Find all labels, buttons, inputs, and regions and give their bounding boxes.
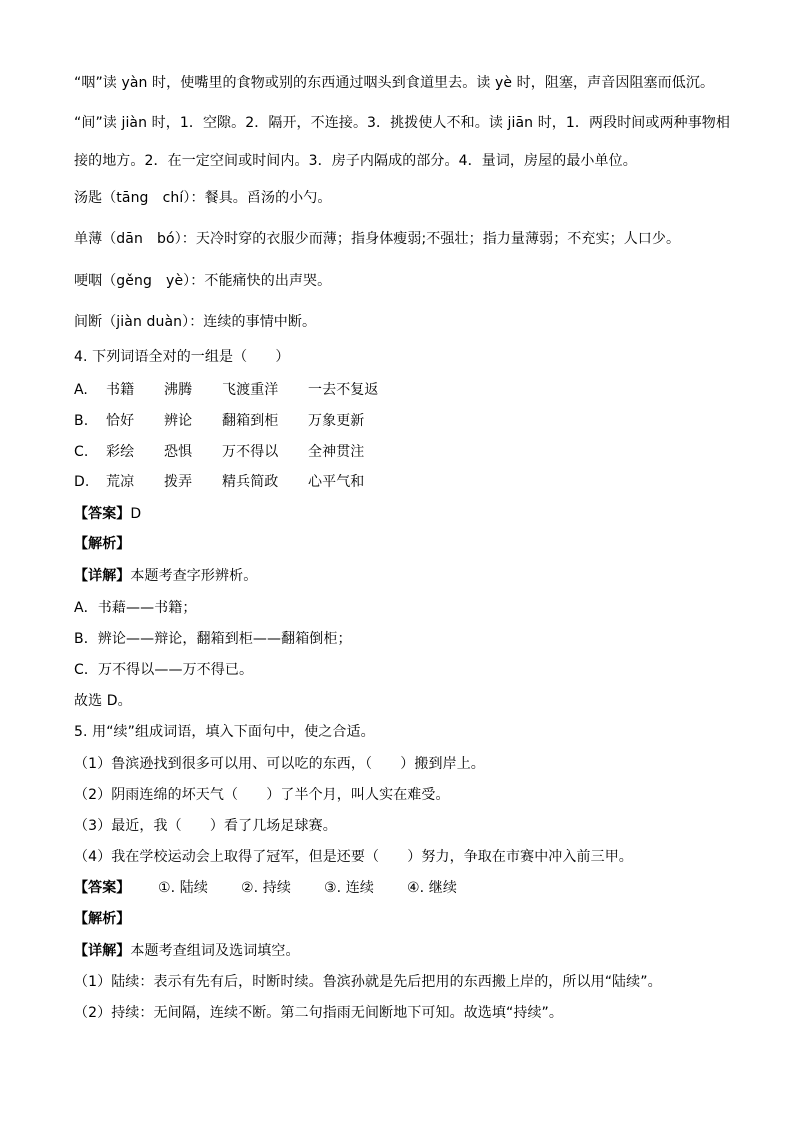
q4-option-b <box>74 412 364 430</box>
option-word: 翻箱到柜 <box>222 413 279 429</box>
q5-stem: 5. 用“续”组成词语，填入下面句中，使之合适。 <box>74 724 375 740</box>
text-line-jian-2: 接的地方。2．在一定空间或时间内。3．房子内隔成的部分。4．量词，房屋的最小单位。 <box>74 153 637 169</box>
answer-tag: 【答案】 <box>74 880 131 896</box>
q4-option-a <box>74 381 379 399</box>
text-line-tangchi: 汤匙（tāng chí）：餐具。舀汤的小勺。 <box>74 190 332 206</box>
option-word: 荒凉 <box>106 474 135 490</box>
q5-sentence: （3）最近，我（ ）看了几场足球赛。 <box>74 818 337 834</box>
q5-sentence: （1）鲁滨逊找到很多可以用、可以吃的东西，（ ）搬到岸上。 <box>74 756 485 772</box>
detail-tag: 【详解】 <box>74 943 131 959</box>
option-label: C. <box>74 444 89 460</box>
q5-sentence: （4）我在学校运动会上取得了冠军，但是还要（ ）努力，争取在市赛中冲入前三甲。 <box>74 849 633 865</box>
q5-sentence: （2）阴雨连绵的坏天气（ ）了半个月，叫人实在难受。 <box>74 787 450 803</box>
option-word: 恐惧 <box>164 444 193 460</box>
q4-note: B．辨论——辩论，翻箱到柜——翻箱倒柜； <box>74 631 352 647</box>
answer-value: D <box>130 506 142 522</box>
answer-item: ③. 连续 <box>324 880 374 896</box>
q4-detail <box>74 567 257 585</box>
option-label: D. <box>74 474 90 490</box>
option-word: 拨弄 <box>164 474 193 490</box>
option-word: 彩绘 <box>106 444 135 460</box>
detail-tag: 【详解】 <box>74 568 131 584</box>
q4-note: A．书藉——书籍； <box>74 600 197 616</box>
answer-item: ④. 继续 <box>407 880 457 896</box>
text-line-yan: “咽”读 yàn 时，使嘴里的食物或别的东西通过咽头到食道里去。读 yè 时，阻塞，声音因阻塞而低沉。 <box>74 75 715 91</box>
option-word: 一去不复返 <box>308 382 379 398</box>
q4-stem: 4. 下列词语全对的一组是（ ） <box>74 349 290 365</box>
q4-option-c <box>74 443 364 461</box>
detail-text: 本题考查字形辨析。 <box>130 568 258 584</box>
q5-note: （1）陆续：表示有先有后，时断时续。鲁滨孙就是先后把用的东西搬上岸的，所以用“陆续”。 <box>74 974 662 990</box>
option-word: 全神贯注 <box>308 444 365 460</box>
option-word: 恰好 <box>106 413 135 429</box>
option-word: 万象更新 <box>308 413 365 429</box>
q5-analysis-tag: 【解析】 <box>74 911 131 927</box>
option-label: B. <box>74 413 89 429</box>
text-line-jian-1: “间”读 jiàn 时，1．空隙。2．隔开，不连接。3．挑拨使人不和。读 jiān 时，1．两段时间或两种事物相 <box>74 115 730 131</box>
answer-item: ①. 陆续 <box>158 880 208 896</box>
option-word: 精兵简政 <box>222 474 279 490</box>
q4-option-d <box>74 473 364 491</box>
q4-analysis-tag: 【解析】 <box>74 536 131 552</box>
answer-item: ②. 持续 <box>241 880 291 896</box>
text-line-danbo: 单薄（dān bó）：天冷时穿的衣服少而薄；指身体瘦弱;不强壮；指力量薄弱；不充实；人口少。 <box>74 231 681 247</box>
q4-answer <box>74 505 141 523</box>
q4-note: C．万不得以——万不得已。 <box>74 662 254 678</box>
detail-text: 本题考查组词及选词填空。 <box>130 943 300 959</box>
option-label: A. <box>74 382 88 398</box>
text-line-jianduan: 间断（jiàn duàn）：连续的事情中断。 <box>74 314 317 330</box>
q5-answer <box>74 879 457 897</box>
q5-note: （2）持续：无间隔，连续不断。第二句指雨无间断地下可知。故选填“持续”。 <box>74 1005 564 1021</box>
option-word: 辨论 <box>164 413 193 429</box>
option-word: 沸腾 <box>164 382 193 398</box>
option-word: 飞渡重洋 <box>222 382 279 398</box>
q5-detail <box>74 942 300 960</box>
answer-tag: 【答案】 <box>74 506 131 522</box>
option-word: 心平气和 <box>308 474 365 490</box>
option-word: 万不得以 <box>222 444 279 460</box>
option-word: 书籍 <box>106 382 135 398</box>
q4-note: 故选 D。 <box>74 693 132 709</box>
text-line-gengye: 哽咽（gěng yè）：不能痛快的出声哭。 <box>74 273 332 289</box>
